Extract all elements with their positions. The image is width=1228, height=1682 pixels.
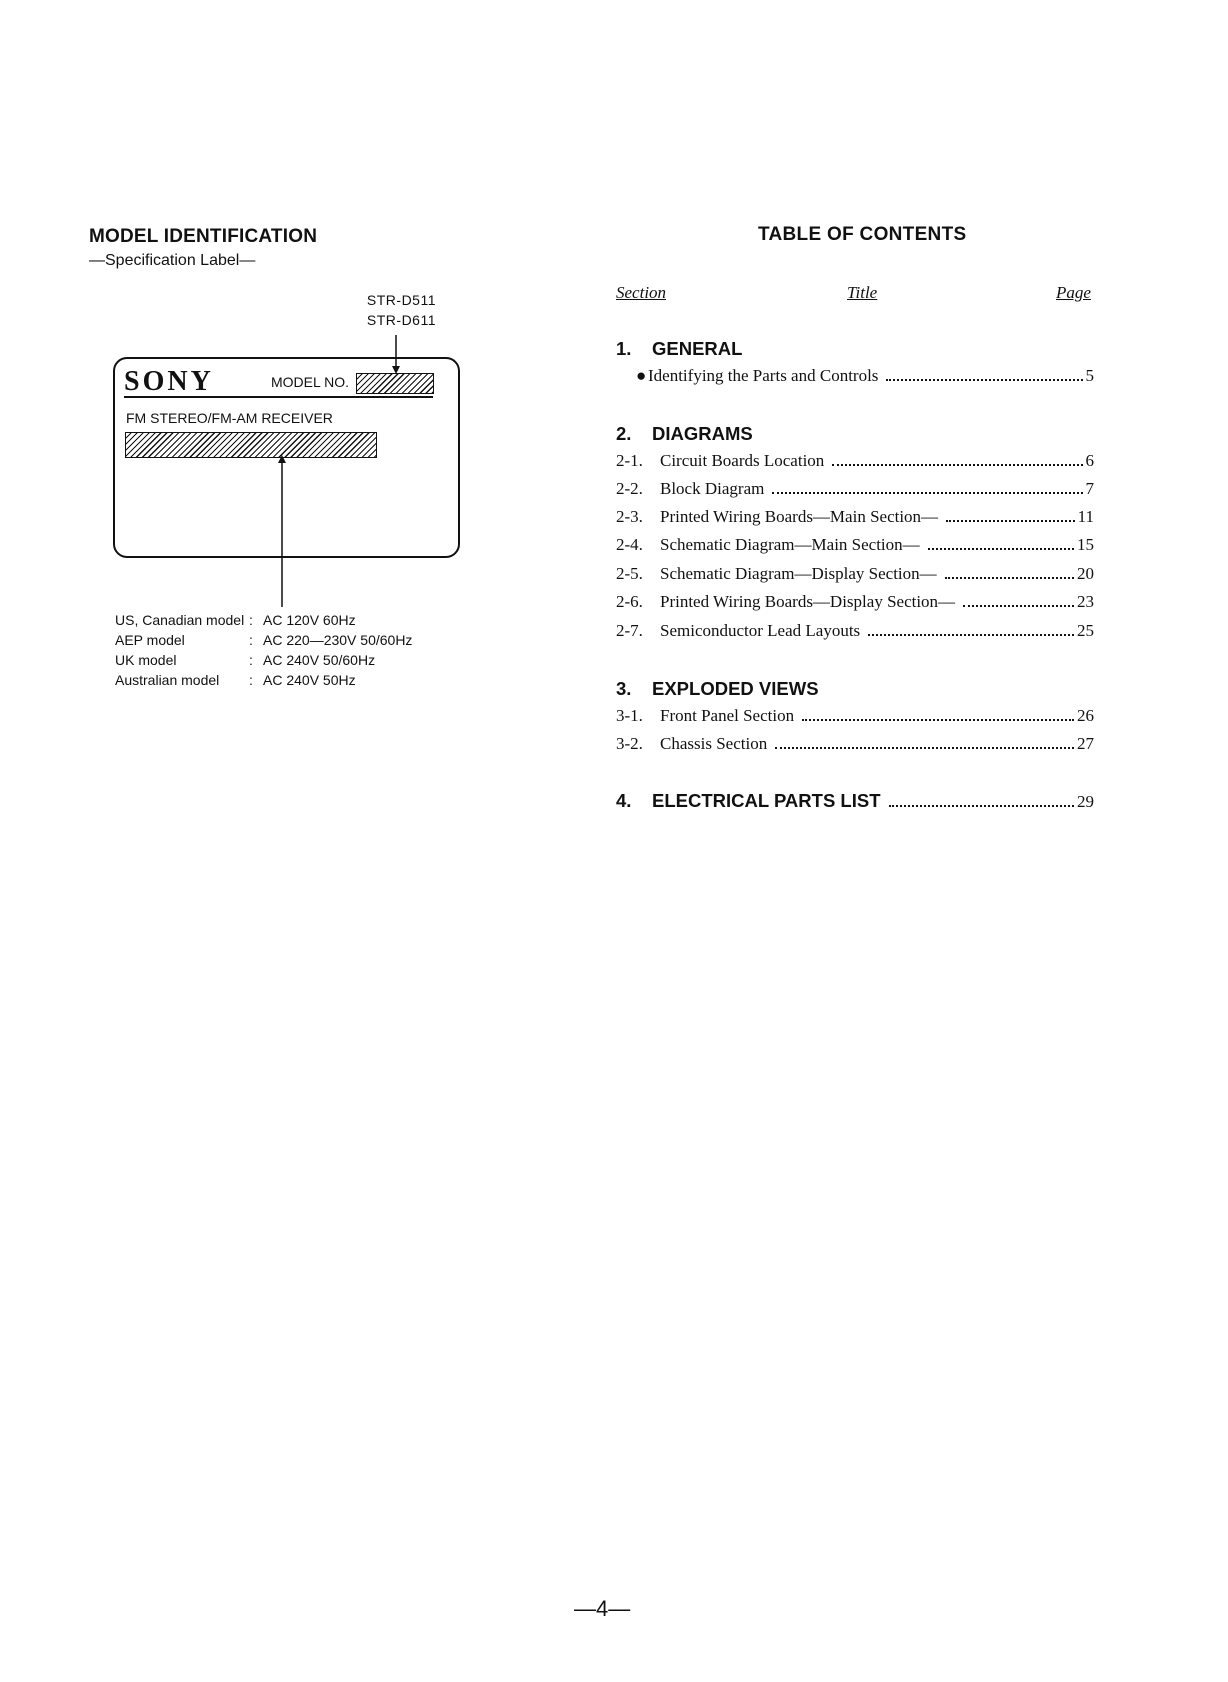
toc-entry-title: Semiconductor Lead Layouts xyxy=(660,621,861,640)
toc-entry xyxy=(616,734,1094,760)
toc-entry-number: 2-5. xyxy=(616,564,643,583)
toc-entry-page: 20 xyxy=(1077,564,1094,583)
leader-dots xyxy=(945,577,1074,579)
leader-dots xyxy=(832,464,1082,466)
toc-title: TABLE OF CONTENTS xyxy=(758,224,967,245)
toc-entry-number: 2-7. xyxy=(616,621,643,640)
model-number-2: STR-D611 xyxy=(366,312,436,328)
toc-entry xyxy=(616,564,1094,590)
toc-entry-title: Schematic Diagram—Main Section— xyxy=(660,535,920,554)
power-spec-colon: : xyxy=(249,652,253,668)
toc-section-number: 3. xyxy=(616,678,632,699)
toc-entry xyxy=(616,535,1094,561)
toc-entry-title: Schematic Diagram—Display Section— xyxy=(660,564,937,583)
power-spec-value: AC 240V 50/60Hz xyxy=(263,652,376,668)
power-spec-colon: : xyxy=(249,672,253,688)
page-number: —4— xyxy=(574,1596,631,1621)
toc-entry-page: 29 xyxy=(1077,792,1094,811)
toc-entry-number: 3-2. xyxy=(616,734,643,753)
leader-dots xyxy=(928,548,1074,550)
toc-entry-page: 25 xyxy=(1077,621,1094,640)
leader-dots xyxy=(946,520,1075,522)
toc-section-heading xyxy=(616,338,742,360)
power-spec-value: AC 220—230V 50/60Hz xyxy=(263,632,413,648)
model-number-hatched-area xyxy=(356,373,434,394)
toc-entry xyxy=(616,592,1094,618)
toc-entry-number: 2-2. xyxy=(616,479,643,498)
toc-entry-number: 2-1. xyxy=(616,451,643,470)
toc-entry-title: Chassis Section xyxy=(660,734,768,753)
toc-entry-page: 7 xyxy=(1085,479,1094,498)
toc-section-heading xyxy=(616,678,819,700)
label-model-no-text: MODEL NO. xyxy=(271,374,350,390)
toc-entry-page: 15 xyxy=(1077,535,1094,554)
toc-section-number: 4. xyxy=(616,790,632,811)
power-spec-value: AC 120V 60Hz xyxy=(263,612,356,628)
toc-entry xyxy=(616,451,1094,477)
toc-entry-page: 26 xyxy=(1077,706,1094,725)
toc-entry-title: Block Diagram xyxy=(660,479,765,498)
leader-dots xyxy=(775,747,1074,749)
power-spec-value: AC 240V 50Hz xyxy=(263,672,356,688)
toc-entry-page: 6 xyxy=(1085,451,1094,470)
power-spec-label: UK model xyxy=(115,652,177,668)
toc-section-title: DIAGRAMS xyxy=(652,423,753,444)
sony-logo: SONY xyxy=(124,366,214,397)
toc-entry-title: Front Panel Section xyxy=(660,706,795,725)
toc-section-number: 1. xyxy=(616,338,632,359)
power-spec-label: US, Canadian model xyxy=(115,612,245,628)
toc-header-title: Title xyxy=(847,283,878,302)
leader-dots xyxy=(868,634,1074,636)
toc-entry-page: 27 xyxy=(1077,734,1094,753)
toc-entry-title: Identifying the Parts and Controls xyxy=(648,366,879,385)
leader-dots xyxy=(889,805,1074,807)
leader-dots xyxy=(886,379,1082,381)
toc-entry-number: 2-6. xyxy=(616,592,643,611)
toc-entry-page: 23 xyxy=(1077,592,1094,611)
toc-section-title: ELECTRICAL PARTS LIST xyxy=(652,790,881,811)
toc-entry-number: 2-3. xyxy=(616,507,643,526)
power-rating-hatched-area xyxy=(125,432,377,458)
specification-label-subtitle: —Specification Label— xyxy=(89,252,256,269)
power-spec-label: Australian model xyxy=(115,672,220,688)
toc-entry-number: 2-4. xyxy=(616,535,643,554)
toc-header-page: Page xyxy=(1056,283,1091,302)
toc-entry xyxy=(636,366,1094,392)
model-identification-title: MODEL IDENTIFICATION xyxy=(89,226,318,247)
toc-section-title: EXPLODED VIEWS xyxy=(652,678,819,699)
power-spec-colon: : xyxy=(249,612,253,628)
toc-section-title: GENERAL xyxy=(652,338,743,359)
leader-dots xyxy=(963,605,1074,607)
toc-entry-title: Printed Wiring Boards—Main Section— xyxy=(660,507,939,526)
toc-section-number: 2. xyxy=(616,423,632,444)
leader-dots xyxy=(802,719,1074,721)
toc-entry-title: Printed Wiring Boards—Display Section— xyxy=(660,592,956,611)
toc-section-heading xyxy=(616,423,753,445)
toc-entry-page: 5 xyxy=(1085,366,1094,385)
toc-entry-title: Circuit Boards Location xyxy=(660,451,825,470)
toc-entry-page: 11 xyxy=(1077,507,1094,526)
leader-dots xyxy=(772,492,1082,494)
toc-entry xyxy=(616,706,1094,732)
model-number-1: STR-D511 xyxy=(366,292,436,308)
toc-section-heading xyxy=(616,790,1094,816)
toc-entry xyxy=(616,479,1094,505)
toc-entry xyxy=(616,507,1094,533)
power-spec-colon: : xyxy=(249,632,253,648)
bullet-icon: ● xyxy=(636,366,647,385)
label-divider xyxy=(124,396,433,398)
toc-entry-number: 3-1. xyxy=(616,706,643,725)
toc-header-section: Section xyxy=(616,283,667,302)
toc-entry xyxy=(616,621,1094,647)
power-spec-label: AEP model xyxy=(115,632,185,648)
label-product-type: FM STEREO/FM-AM RECEIVER xyxy=(126,410,333,426)
